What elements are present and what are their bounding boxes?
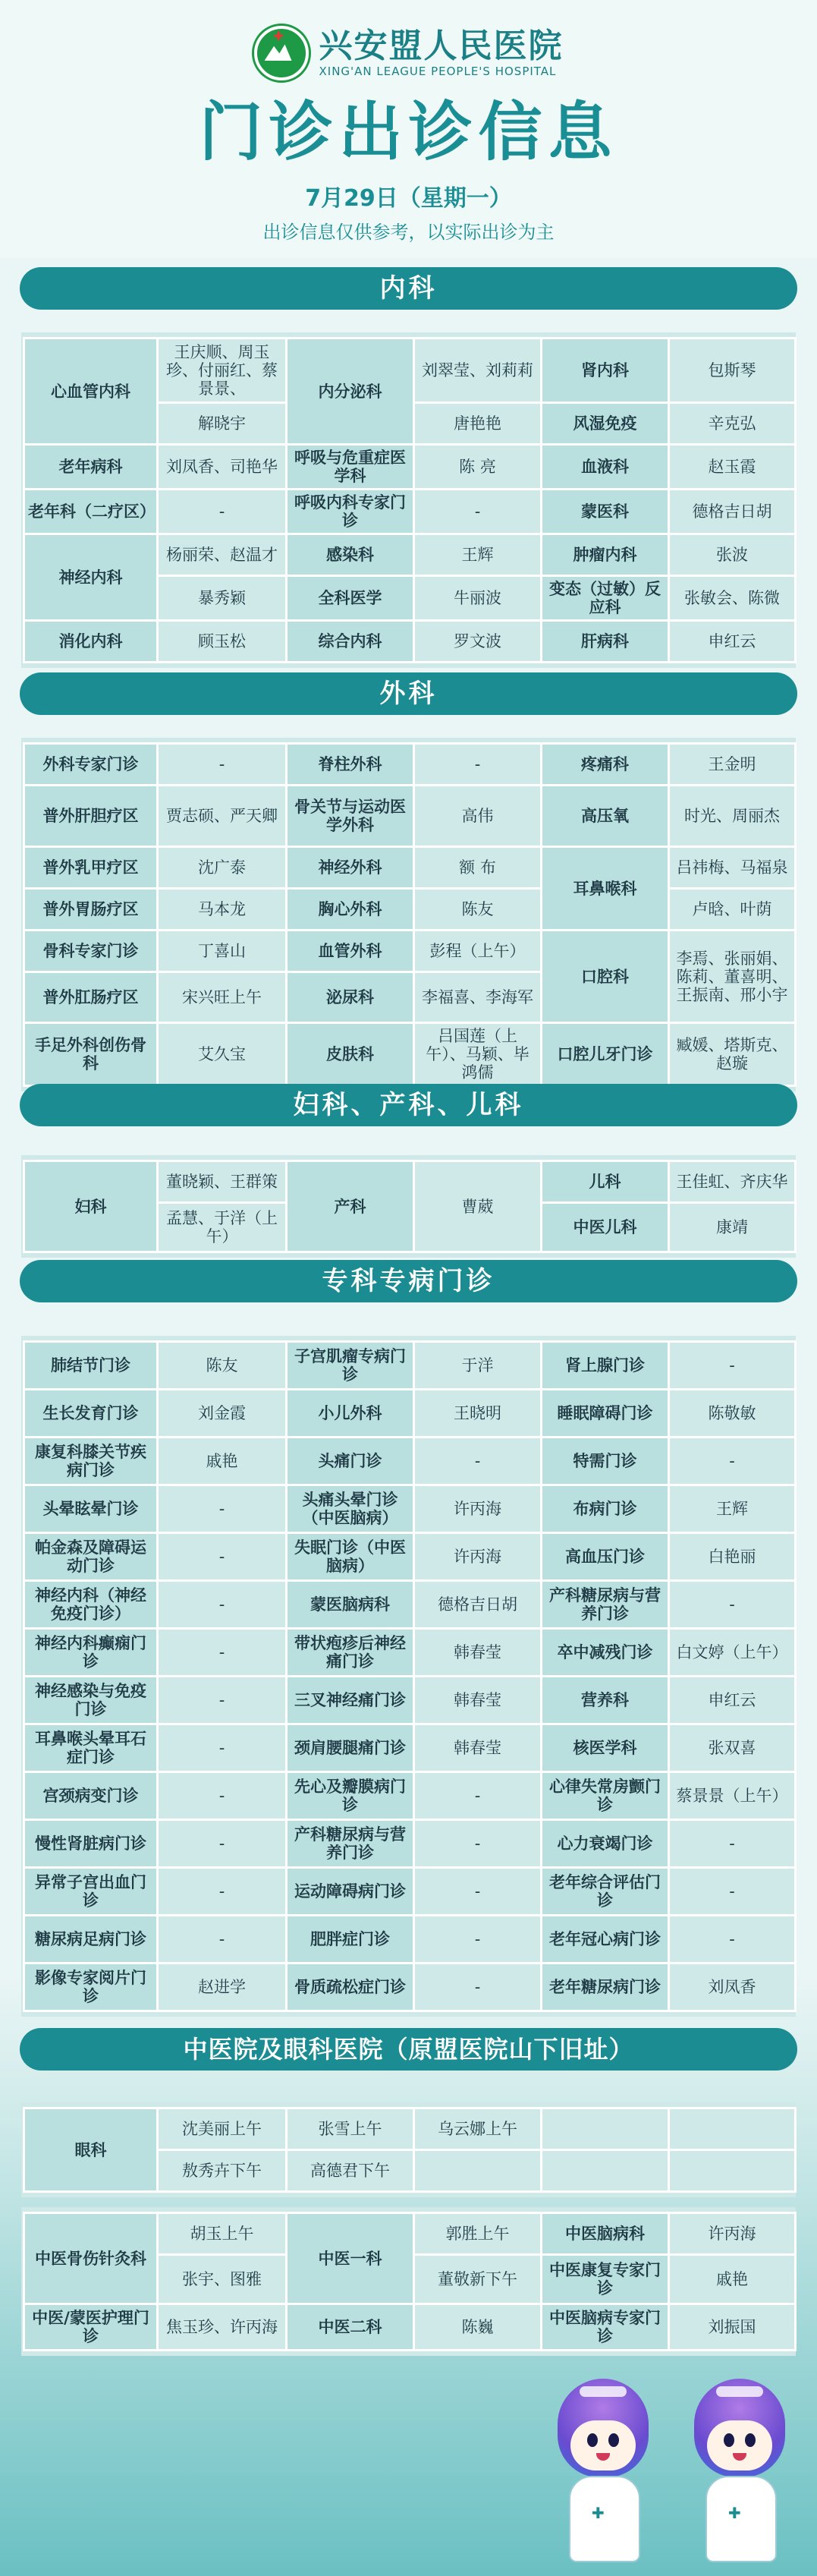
- note: 出诊信息仅供参考，以实际出诊为主: [262, 222, 555, 243]
- dept-cell: 蒙医科: [542, 490, 669, 534]
- doctor-cell: -: [669, 1438, 796, 1485]
- doctor-cell: 赵玉霞: [669, 445, 796, 490]
- dept-cell: 产科糖尿病与营养门诊: [542, 1581, 669, 1629]
- table-row: [24, 1772, 796, 1820]
- doctor-cell: -: [158, 1820, 287, 1868]
- doctor-cell: 蔡景景（上午）: [669, 1772, 796, 1820]
- doctor-cell: 顾玉松: [158, 621, 287, 663]
- dept-cell: 呼吸与危重症医学科: [287, 445, 414, 490]
- empty-cell: [414, 2150, 542, 2192]
- hospital-name: 兴安盟人民医院: [319, 27, 564, 65]
- doctor-cell: -: [158, 1724, 287, 1772]
- doctor-cell: 刘凤香、司艳华: [158, 445, 287, 490]
- dept-cell: 老年病科: [24, 445, 158, 490]
- dept-cell: 帕金森及障碍运动门诊: [24, 1533, 158, 1581]
- dept-cell: 内分泌科: [287, 339, 414, 445]
- dept-cell: 老年冠心病门诊: [542, 1916, 669, 1963]
- doctor-cell: 吕国莲（上午）、马颖、毕鸿儒: [414, 1023, 542, 1086]
- table-row: [24, 1963, 796, 2011]
- doctor-cell: 张雪上午: [287, 2108, 414, 2150]
- page-title: 门诊出诊信息: [199, 95, 618, 169]
- dept-cell: 头痛头晕门诊（中医脑病）: [287, 1485, 414, 1533]
- table-row: [24, 1820, 796, 1868]
- table-row: [24, 1677, 796, 1724]
- dept-cell: 血管外科: [287, 931, 414, 972]
- doctor-cell: 王辉: [669, 1485, 796, 1533]
- doctor-cell: -: [414, 1820, 542, 1868]
- doctor-cell: 暴秀颖: [158, 576, 287, 621]
- dept-cell: 骨质疏松症门诊: [287, 1963, 414, 2011]
- table-row: [24, 1342, 796, 1390]
- dept-cell: 头晕眩晕门诊: [24, 1485, 158, 1533]
- doctor-cell: 额 布: [414, 847, 542, 889]
- table-row: [24, 1868, 796, 1916]
- dept-cell: 中医康复专家门诊: [542, 2255, 669, 2304]
- dept-cell: 全科医学: [287, 576, 414, 621]
- doctor-cell: 张双喜: [669, 1724, 796, 1772]
- doctor-cell: 卢晗、叶荫: [669, 889, 796, 931]
- doctor-cell: 马本龙: [158, 889, 287, 931]
- doctor-cell: 曹葳: [414, 1161, 542, 1252]
- section-title-zhongyi: 中医院及眼科医院（原盟医院山下旧址）: [20, 2028, 797, 2071]
- table-row: [24, 1629, 796, 1677]
- dept-cell: 普外肛肠疗区: [24, 972, 158, 1023]
- doctor-cell: 焦玉珍、许丙海: [158, 2304, 287, 2351]
- yanke-table: [23, 2107, 797, 2193]
- dept-cell: 中医骨伤针灸科: [24, 2213, 158, 2304]
- doctor-cell: 陈友: [158, 1342, 287, 1390]
- doctor-cell: 高德君下午: [287, 2150, 414, 2192]
- doctor-cell: 王晓明: [414, 1390, 542, 1438]
- dept-cell: 神经外科: [287, 847, 414, 889]
- dept-cell: 口腔科: [542, 931, 669, 1023]
- dept-cell: 神经内科: [24, 534, 158, 621]
- dept-cell: 肾上腺门诊: [542, 1342, 669, 1390]
- doctor-cell: -: [158, 1485, 287, 1533]
- doctor-cell: 白文婷（上午）: [669, 1629, 796, 1677]
- zhuanke-table: [23, 1340, 797, 2012]
- doctor-cell: 包斯琴: [669, 339, 796, 403]
- doctor-cell: 刘金霞: [158, 1390, 287, 1438]
- doctor-cell: 敖秀卉下午: [158, 2150, 287, 2192]
- doctor-cell: 张波: [669, 534, 796, 576]
- doctor-cell: 申红云: [669, 621, 796, 663]
- logo: [0, 0, 817, 80]
- dept-cell: 手足外科创伤骨科: [24, 1023, 158, 1086]
- doctor-cell: -: [414, 1916, 542, 1963]
- dept-cell: 耳鼻喉科: [542, 847, 669, 931]
- doctor-cell: 沈美丽上午: [158, 2108, 287, 2150]
- dept-cell: 核医学科: [542, 1724, 669, 1772]
- doctor-cell: 康靖: [669, 1203, 796, 1252]
- dept-cell: 营养科: [542, 1677, 669, 1724]
- doctor-cell: -: [158, 1533, 287, 1581]
- dept-cell: 中医二科: [287, 2304, 414, 2351]
- doctor-cell: 乌云娜上午: [414, 2108, 542, 2150]
- dept-cell: 风湿免疫: [542, 403, 669, 445]
- dept-cell: 呼吸内科专家门诊: [287, 490, 414, 534]
- dept-cell: 疼痛科: [542, 744, 669, 786]
- dept-cell: 生长发育门诊: [24, 1390, 158, 1438]
- dept-cell: 骨关节与运动医学外科: [287, 786, 414, 847]
- dept-cell: 血液科: [542, 445, 669, 490]
- dept-cell: 失眠门诊（中医脑病）: [287, 1533, 414, 1581]
- doctor-cell: 王庆顺、周玉珍、付丽红、蔡景景、: [158, 339, 287, 403]
- doctor-cell: -: [158, 1581, 287, 1629]
- hospital-logo-icon: [254, 26, 309, 80]
- doctor-cell: 吕祎梅、马福泉: [669, 847, 796, 889]
- doctor-cell: 韩春莹: [414, 1629, 542, 1677]
- doctor-cell: 罗文波: [414, 621, 542, 663]
- doctor-cell: 解晓宇: [158, 403, 287, 445]
- dept-cell: 肾内科: [542, 339, 669, 403]
- dept-cell: 肝病科: [542, 621, 669, 663]
- table-row: [24, 1390, 796, 1438]
- doctor-cell: 赵进学: [158, 1963, 287, 2011]
- section-title-waike: 外科: [20, 672, 797, 715]
- doctor-cell: 董敬新下午: [414, 2255, 542, 2304]
- doctor-cell: 彭程（上午）: [414, 931, 542, 972]
- dept-cell: 老年科（二疗区）: [24, 490, 158, 534]
- dept-cell: 康复科膝关节疾病门诊: [24, 1438, 158, 1485]
- dept-cell: 肥胖症门诊: [287, 1916, 414, 1963]
- dept-cell: 小儿外科: [287, 1390, 414, 1438]
- dept-cell: 神经内科癫痫门诊: [24, 1629, 158, 1677]
- doctor-cell: 丁喜山: [158, 931, 287, 972]
- doctor-cell: 申红云: [669, 1677, 796, 1724]
- doctor-cell: -: [414, 1438, 542, 1485]
- hospital-name-en: XING'AN LEAGUE PEOPLE'S HOSPITAL: [319, 65, 557, 78]
- dept-cell: 口腔儿牙门诊: [542, 1023, 669, 1086]
- dept-cell: 运动障碍病门诊: [287, 1868, 414, 1916]
- doctor-cell: 刘凤香: [669, 1963, 796, 2011]
- section-title-fuke: 妇科、产科、儿科: [20, 1084, 797, 1126]
- dept-cell: 泌尿科: [287, 972, 414, 1023]
- dept-cell: 综合内科: [287, 621, 414, 663]
- dept-cell: 心力衰竭门诊: [542, 1820, 669, 1868]
- doctor-cell: 王金明: [669, 744, 796, 786]
- doctor-cell: 刘翠莹、刘莉莉: [414, 339, 542, 403]
- empty-cell: [542, 2150, 669, 2192]
- table-row: [24, 1724, 796, 1772]
- table-row: [24, 1533, 796, 1581]
- doctor-cell: -: [669, 1581, 796, 1629]
- dept-cell: 感染科: [287, 534, 414, 576]
- doctor-cell: 郭胜上午: [414, 2213, 542, 2255]
- doctor-cell: 孟慧、于洋（上午）: [158, 1203, 287, 1252]
- neike-table: [23, 337, 797, 663]
- doctor-cell: 王佳虹、齐庆华: [669, 1161, 796, 1203]
- dept-cell: 产科: [287, 1161, 414, 1252]
- doctor-cell: 许丙海: [669, 2213, 796, 2255]
- doctor-cell: 张宇、图雅: [158, 2255, 287, 2304]
- dept-cell: 高压氧: [542, 786, 669, 847]
- dept-cell: 胸心外科: [287, 889, 414, 931]
- dept-cell: 普外胃肠疗区: [24, 889, 158, 931]
- dept-cell: 先心及瓣膜病门诊: [287, 1772, 414, 1820]
- dept-cell: 中医儿科: [542, 1203, 669, 1252]
- doctor-cell: 许丙海: [414, 1533, 542, 1581]
- doctor-cell: -: [669, 1868, 796, 1916]
- doctor-cell: -: [158, 1629, 287, 1677]
- table-row: [24, 1916, 796, 1963]
- doctor-cell: 牛丽波: [414, 576, 542, 621]
- dept-cell: 老年糖尿病门诊: [542, 1963, 669, 2011]
- dept-cell: 慢性肾脏病门诊: [24, 1820, 158, 1868]
- waike-table: [23, 742, 797, 1087]
- doctor-cell: -: [158, 1916, 287, 1963]
- doctor-cell: 韩春莹: [414, 1677, 542, 1724]
- doctor-cell: 贾志硕、严天卿: [158, 786, 287, 847]
- dept-cell: 神经感染与免疫门诊: [24, 1677, 158, 1724]
- doctor-cell: 于洋: [414, 1342, 542, 1390]
- dept-cell: 产科糖尿病与营养门诊: [287, 1820, 414, 1868]
- doctor-cell: -: [414, 1772, 542, 1820]
- doctor-cell: 王辉: [414, 534, 542, 576]
- mascot-right: ✚: [683, 2379, 797, 2568]
- dept-cell: 普外乳甲疗区: [24, 847, 158, 889]
- doctor-cell: -: [414, 1868, 542, 1916]
- empty-cell: [669, 2108, 796, 2150]
- dept-cell: 变态（过敏）反应科: [542, 576, 669, 621]
- doctor-cell: -: [669, 1820, 796, 1868]
- zhongyi-table: [23, 2212, 797, 2351]
- doctor-cell: 陈 亮: [414, 445, 542, 490]
- doctor-cell: 高伟: [414, 786, 542, 847]
- date: 7月29日（星期一）: [305, 185, 512, 212]
- doctor-cell: -: [414, 1963, 542, 2011]
- dept-cell: 皮肤科: [287, 1023, 414, 1086]
- dept-cell: 蒙医脑病科: [287, 1581, 414, 1629]
- dept-cell: 老年综合评估门诊: [542, 1868, 669, 1916]
- dept-cell: 中医脑病科: [542, 2213, 669, 2255]
- doctor-cell: 沈广泰: [158, 847, 287, 889]
- doctor-cell: -: [158, 1677, 287, 1724]
- doctor-cell: 李焉、张丽娟、陈莉、董喜明、王振南、邢小宇: [669, 931, 796, 1023]
- dept-cell: 普外肝胆疗区: [24, 786, 158, 847]
- dept-cell: 头痛门诊: [287, 1438, 414, 1485]
- dept-cell: 卒中减残门诊: [542, 1629, 669, 1677]
- dept-cell: 骨科专家门诊: [24, 931, 158, 972]
- doctor-cell: 戚艳: [158, 1438, 287, 1485]
- mascot-left: ✚: [546, 2379, 660, 2568]
- doctor-cell: 陈敬敏: [669, 1390, 796, 1438]
- dept-cell: 糖尿病足病门诊: [24, 1916, 158, 1963]
- doctor-cell: 时光、周丽杰: [669, 786, 796, 847]
- doctor-cell: -: [158, 1772, 287, 1820]
- dept-cell: 颈肩腰腿痛门诊: [287, 1724, 414, 1772]
- doctor-cell: -: [414, 744, 542, 786]
- doctor-cell: 韩春莹: [414, 1724, 542, 1772]
- dept-cell: 外科专家门诊: [24, 744, 158, 786]
- doctor-cell: -: [158, 744, 287, 786]
- dept-cell: 带状疱疹后神经痛门诊: [287, 1629, 414, 1677]
- doctor-cell: 戚艳: [669, 2255, 796, 2304]
- doctor-cell: 唐艳艳: [414, 403, 542, 445]
- doctor-cell: -: [669, 1342, 796, 1390]
- dept-cell: 影像专家阅片门诊: [24, 1963, 158, 2011]
- doctor-cell: 许丙海: [414, 1485, 542, 1533]
- table-row: [24, 1485, 796, 1533]
- doctor-cell: 刘振国: [669, 2304, 796, 2351]
- dept-cell: 妇科: [24, 1161, 158, 1252]
- dept-cell: 异常子宫出血门诊: [24, 1868, 158, 1916]
- header: [0, 0, 817, 258]
- dept-cell: 耳鼻喉头晕耳石症门诊: [24, 1724, 158, 1772]
- doctor-cell: 德格吉日胡: [414, 1581, 542, 1629]
- section-title-neike: 内科: [20, 267, 797, 310]
- empty-cell: [669, 2150, 796, 2192]
- dept-cell: 眼科: [24, 2108, 158, 2192]
- doctor-cell: 宋兴旺上午: [158, 972, 287, 1023]
- doctor-cell: 李福喜、李海军: [414, 972, 542, 1023]
- dept-cell: 三叉神经痛门诊: [287, 1677, 414, 1724]
- doctor-cell: -: [414, 490, 542, 534]
- dept-cell: 中医一科: [287, 2213, 414, 2304]
- doctor-cell: 陈巍: [414, 2304, 542, 2351]
- dept-cell: 肿瘤内科: [542, 534, 669, 576]
- empty-cell: [542, 2108, 669, 2150]
- doctor-cell: 张敏会、陈微: [669, 576, 796, 621]
- dept-cell: 中医/蒙医护理门诊: [24, 2304, 158, 2351]
- dept-cell: 神经内科（神经免疫门诊）: [24, 1581, 158, 1629]
- table-row: [24, 1581, 796, 1629]
- dept-cell: 特需门诊: [542, 1438, 669, 1485]
- doctor-cell: 杨丽荣、赵温才: [158, 534, 287, 576]
- dept-cell: 子宫肌瘤专病门诊: [287, 1342, 414, 1390]
- dept-cell: 儿科: [542, 1161, 669, 1203]
- dept-cell: 心血管内科: [24, 339, 158, 445]
- dept-cell: 高血压门诊: [542, 1533, 669, 1581]
- doctor-cell: 董晓颖、王群策: [158, 1161, 287, 1203]
- doctor-cell: 辛克弘: [669, 403, 796, 445]
- dept-cell: 中医脑病专家门诊: [542, 2304, 669, 2351]
- doctor-cell: 德格吉日胡: [669, 490, 796, 534]
- doctor-cell: 白艳丽: [669, 1533, 796, 1581]
- doctor-cell: -: [158, 1868, 287, 1916]
- doctor-cell: -: [158, 490, 287, 534]
- dept-cell: 布病门诊: [542, 1485, 669, 1533]
- doctor-cell: 臧媛、塔斯克、赵璇: [669, 1023, 796, 1086]
- dept-cell: 脊柱外科: [287, 744, 414, 786]
- section-title-zhuanke: 专科专病门诊: [20, 1260, 797, 1302]
- dept-cell: 心律失常房颤门诊: [542, 1772, 669, 1820]
- dept-cell: 宫颈病变门诊: [24, 1772, 158, 1820]
- fuke-table: [23, 1160, 797, 1253]
- doctor-cell: 胡玉上午: [158, 2213, 287, 2255]
- dept-cell: 消化内科: [24, 621, 158, 663]
- table-row: [24, 1438, 796, 1485]
- doctor-cell: -: [669, 1916, 796, 1963]
- doctor-cell: 陈友: [414, 889, 542, 931]
- doctor-cell: 艾久宝: [158, 1023, 287, 1086]
- dept-cell: 睡眠障碍门诊: [542, 1390, 669, 1438]
- dept-cell: 肺结节门诊: [24, 1342, 158, 1390]
